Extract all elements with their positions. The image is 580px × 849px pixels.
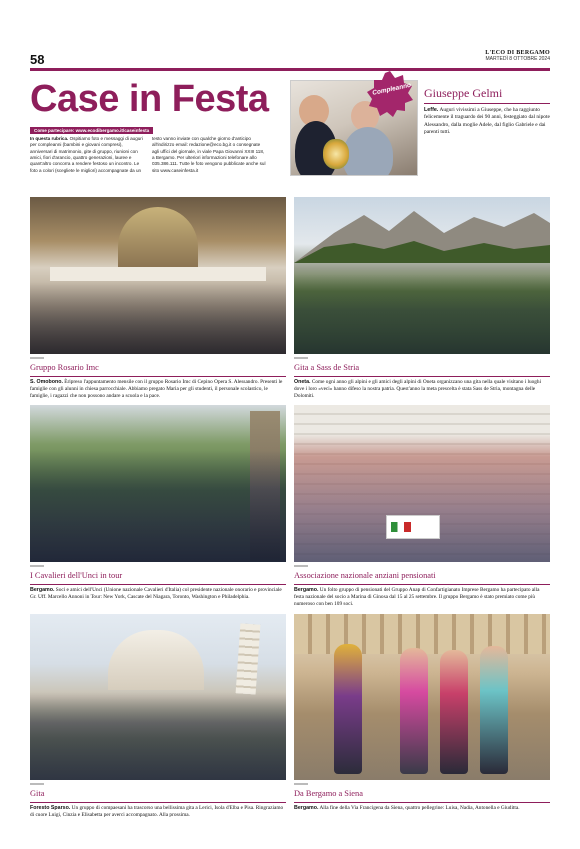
participation-link[interactable]: Come partecipare: www.ecodibergamo.it/caseinfesta	[30, 127, 153, 134]
crowd-cavalieri	[30, 450, 286, 562]
crowd-pensionati	[294, 434, 550, 562]
page-header	[0, 0, 580, 72]
photo-credit	[294, 357, 308, 359]
issue-date: MARTEDÌ 8 OTTOBRE 2024	[485, 55, 550, 62]
photo-unci-tour	[30, 405, 286, 562]
card-rule	[30, 802, 286, 803]
card-caption	[294, 379, 550, 400]
birthday-badge-label: Compleanno	[371, 81, 412, 97]
photo-credit	[30, 565, 44, 567]
photo-credit	[294, 565, 308, 567]
photo-pisa-group	[30, 614, 286, 780]
page-number: 58	[30, 52, 45, 67]
photo-church-group	[30, 197, 286, 354]
header-rule	[30, 68, 550, 71]
pilgrim-1	[334, 644, 362, 774]
photo-credit	[294, 783, 308, 785]
card-text: Soci e amici dell'Unci (Unione nazionale Cavalieri d'Italia) col presidente nazionale onorario e provinciale Gr. Uff. Marcello Annoni in Tour: New York, Cascate del Niagara, Toronto, Washington e Philadelphia.	[30, 587, 282, 601]
card-title: Da Bergamo a Siena	[294, 789, 363, 798]
card-caption	[30, 805, 286, 819]
crowd-alpini	[294, 274, 550, 354]
card-place: Bergamo.	[30, 587, 55, 593]
section-title: Case in Festa	[30, 78, 269, 120]
card-text: Alla fine della Via Francigena da Siena, quattro pellegrine: Luisa, Nadia, Antonella e Giuditta.	[319, 805, 520, 811]
intro-body: Ospitiamo foto e messaggi di auguri per compleanni (bambini e giovani compresi), anniversari di matrimonio, gite di gruppo, riunioni con amici, fiori d'arancio, quattro generazioni, lauree e quant'altro concorra a rendere festoso un incontro. Le foto a colori (scegliete le migliori) accompagnate da un testo vanno inviate con qualche giorno d'anticipo all'indirizzo email: redazione@eco.bg.it o consegnate agli uffici del giornale, in viale Papa Giovanni XXIII 118, a Bergamo. Per ulteriori informazioni telefonare allo 035.386.111. Tutte le foto vengono pubblicate anche sul sito www.caseinfesta.it	[30, 136, 266, 173]
card-title: Associazione nazionale anziani pensionati	[294, 571, 436, 580]
card-title: Gita	[30, 789, 45, 798]
flower-bouquet	[323, 139, 349, 169]
anap-banner	[386, 515, 440, 539]
featured-name: Giuseppe Gelmi	[424, 86, 503, 100]
photo-credit	[30, 357, 44, 359]
card-caption	[294, 587, 550, 608]
card-caption	[30, 587, 286, 601]
card-title: Gita a Sass de Stria	[294, 363, 360, 372]
altar	[118, 207, 198, 267]
pilgrim-2	[400, 648, 428, 774]
card-rule	[294, 802, 550, 803]
card-caption	[30, 379, 286, 400]
card-place: Foresto Sparso.	[30, 805, 71, 811]
section-intro	[30, 136, 266, 174]
mountain-range	[294, 203, 550, 263]
featured-text: Auguri vivissimi a Giuseppe, che ha raggiunto felicemente il traguardo dei 90 anni, festeggiato dal nipote Alessandro, dalla moglie Adele, dal figlio Gabriele e dai parenti tutti.	[424, 107, 550, 135]
newspaper-name: L'ECO DI BERGAMO	[485, 50, 550, 56]
crowd-children	[30, 282, 286, 354]
pilgrim-3	[440, 650, 468, 774]
banner-flag	[391, 522, 411, 532]
photo-credit	[30, 783, 44, 785]
card-text: Èripreso l'appuntamento mensile con il gruppo Rosario Imc di Cepino Opera S. Alessandro. Presenti le famiglie con gli alunni in chiesa parrocchiale. Abbiamo pregato Maria per gli studenti, il personale scolastico, le famiglie, i ragazzi che non possono andare a scuola e la pace.	[30, 379, 283, 400]
featured-rule	[424, 103, 550, 104]
card-caption	[294, 805, 550, 812]
card-text: Un gruppo di compaesani ha trascorso una bellissima gita a Lerici, Isola d'Elba e Pisa. Ringraziamo di cuore Luigi, Cinzia e Elisabetta per averci accompagnato. Alla prossima.	[30, 805, 284, 819]
featured-place: Leffe.	[424, 107, 439, 113]
card-rule	[294, 376, 550, 377]
photo-alpini-group	[294, 197, 550, 354]
card-title: I Cavalieri dell'Unci in tour	[30, 571, 123, 580]
altar-railing	[50, 267, 266, 281]
card-place: Bergamo.	[294, 805, 319, 811]
card-text: Come ogni anno gli alpini e gli amici degli alpini di Oneta organizzano una gita nella quale visitano i luoghi dove i loro «veci» hanno difeso la nostra patria. Quest'anno la meta prescelta è stata Sass de Stria, montagna delle Dolomiti.	[294, 379, 542, 400]
card-rule	[30, 376, 286, 377]
masthead	[485, 50, 550, 62]
photo-anap-group	[294, 405, 550, 562]
featured-caption	[424, 107, 550, 136]
intro-lead: In questa rubrica.	[30, 136, 69, 141]
crowd-gita	[30, 692, 286, 780]
card-title: Gruppo Rosario Imc	[30, 363, 99, 372]
card-place: Bergamo.	[294, 587, 319, 593]
card-rule	[294, 584, 550, 585]
pisa-cathedral	[108, 630, 204, 690]
card-text: Un folto gruppo di pensionati del Gruppo Anap di Confartigianato Imprese Bergamo ha partecipato alla festa nazionale del socio a Marina di Ginosa dal 15 al 25 settembre. Il gruppo Bergamo è stato premiato come più numeroso con ben 109 soci.	[294, 587, 540, 608]
elderly-man-body	[343, 127, 393, 176]
photo-siena-pilgrims	[294, 614, 550, 780]
card-place: Oneta.	[294, 379, 311, 385]
pilgrim-4	[480, 646, 508, 774]
card-place: S. Omobono.	[30, 379, 63, 385]
card-rule	[30, 584, 286, 585]
siena-buildings	[294, 614, 550, 654]
leaning-tower	[236, 623, 261, 694]
